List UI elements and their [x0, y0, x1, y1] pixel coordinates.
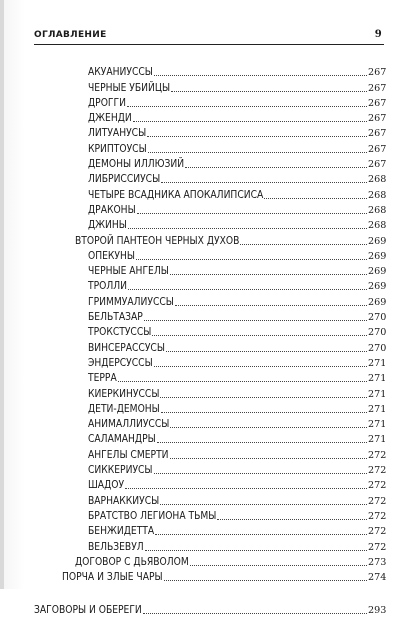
dot-leader — [145, 549, 367, 551]
dot-leader — [147, 135, 367, 137]
dot-leader — [155, 533, 367, 535]
toc-entry[interactable] — [0, 202, 410, 217]
toc-entry[interactable] — [0, 431, 410, 446]
toc-entry-page: 267 — [368, 113, 387, 125]
toc-entry-label: САЛАМАНДРЫ — [88, 434, 156, 446]
toc-entry-label: ВИНСЕРАССУСЫ — [88, 342, 165, 354]
dot-leader — [170, 457, 367, 459]
dot-leader — [136, 258, 367, 260]
toc-entry[interactable] — [0, 569, 410, 584]
dot-leader — [160, 396, 367, 398]
toc-entry-page: 268 — [368, 189, 387, 201]
toc-entry-page: 269 — [368, 266, 387, 278]
toc-entry-page: 270 — [368, 327, 387, 339]
toc-entry-label: ПОРЧА И ЗЛЫЕ ЧАРЫ — [62, 572, 163, 584]
toc-entry-label: ДЖЕНДИ — [88, 113, 132, 125]
toc-entry[interactable] — [0, 64, 410, 79]
toc-entry-label: ДЖИНЫ — [88, 220, 127, 232]
toc-entry-label: ВАРНАККИУСЫ — [88, 495, 160, 507]
dot-leader — [170, 273, 367, 275]
toc-entry-label: ВЕЛЬЗЕВУЛ — [88, 541, 144, 553]
toc-entry[interactable] — [0, 602, 410, 617]
toc-entry-page: 267 — [368, 82, 387, 94]
toc-entry[interactable] — [0, 171, 410, 186]
toc-entry[interactable] — [0, 95, 410, 110]
toc-entry-label: КИЕРКИНУССЫ — [88, 388, 160, 400]
dot-leader — [185, 166, 367, 168]
dot-leader — [154, 472, 367, 474]
toc-entry-page: 267 — [368, 159, 387, 171]
toc-entry-page: 273 — [368, 556, 387, 568]
dot-leader — [144, 319, 367, 321]
toc-entry-page: 271 — [368, 434, 387, 446]
toc-entry-label: КРИПТОУСЫ — [88, 143, 147, 155]
toc-entry[interactable] — [0, 462, 410, 477]
dot-leader — [148, 151, 367, 153]
toc-entry-label: АНГЕЛЫ СМЕРТИ — [88, 449, 169, 461]
page-title: ОГЛАВЛЕНИЕ — [34, 30, 107, 40]
toc-entry-label: ЛИБРИССИУСЫ — [88, 174, 161, 186]
toc-entry[interactable] — [0, 538, 410, 553]
toc-entry-page: 272 — [368, 449, 387, 461]
toc-entry[interactable] — [0, 125, 410, 140]
dot-leader — [128, 227, 367, 229]
toc-entry-page: 268 — [368, 204, 387, 216]
toc-entry[interactable] — [0, 492, 410, 507]
dot-leader — [171, 90, 367, 92]
toc-entry[interactable] — [0, 309, 410, 324]
toc-entry[interactable] — [0, 293, 410, 308]
toc-entry[interactable] — [0, 355, 410, 370]
dot-leader — [154, 74, 367, 76]
dot-leader — [127, 105, 367, 107]
toc-entry-page: 272 — [368, 465, 387, 477]
toc-entry[interactable] — [0, 401, 410, 416]
toc-entry-page: 272 — [368, 541, 387, 553]
page-header — [34, 28, 384, 45]
toc-entry-page: 271 — [368, 403, 387, 415]
toc-entry[interactable] — [0, 278, 410, 293]
toc-entry-label: ГРИММУАЛИУССЫ — [88, 296, 174, 308]
dot-leader — [161, 411, 367, 413]
toc-entry-label: БЕЛЬТАЗАР — [88, 312, 143, 324]
toc-entry[interactable] — [0, 186, 410, 201]
page-number: 9 — [374, 29, 382, 40]
toc-entry[interactable] — [0, 79, 410, 94]
toc-entry-label: ДЕТИ-ДЕМОНЫ — [88, 403, 160, 415]
toc-entry[interactable] — [0, 385, 410, 400]
toc-entry-page: 267 — [368, 128, 387, 140]
dot-leader — [190, 564, 367, 566]
toc-entry-label: ТРОЛЛИ — [88, 281, 127, 293]
toc-entry[interactable] — [0, 370, 410, 385]
toc-entry[interactable] — [0, 217, 410, 232]
toc-entry-label: БРАТСТВО ЛЕГИОНА ТЬМЫ — [88, 510, 217, 522]
toc-entry-label: БЕНЖИДЕТТА — [88, 526, 155, 538]
toc-entry-page: 271 — [368, 388, 387, 400]
toc-entry-label: ЭНДЕРСУССЫ — [88, 357, 153, 369]
toc-entry[interactable] — [0, 140, 410, 155]
toc-entry-page: 272 — [368, 526, 387, 538]
toc-entry-label: ДРОГГИ — [88, 97, 126, 109]
toc-entry-page: 269 — [368, 250, 387, 262]
toc-entry-label: ТРОКСТУССЫ — [88, 327, 152, 339]
toc-entry[interactable] — [0, 339, 410, 354]
toc-entry-page: 267 — [368, 67, 387, 79]
toc-entry[interactable] — [0, 156, 410, 171]
toc-entry-label: АНИМАЛЛИУССЫ — [88, 419, 170, 431]
toc-entry-label: ДЕМОНЫ ИЛЛЮЗИЙ — [88, 159, 185, 171]
dot-leader — [152, 334, 367, 336]
toc-entry-label: ТЕРРА — [88, 373, 117, 385]
dot-leader — [160, 503, 367, 505]
dot-leader — [143, 612, 367, 614]
toc-entry[interactable] — [0, 416, 410, 431]
toc-entry[interactable] — [0, 263, 410, 278]
toc-entry-page: 269 — [368, 235, 387, 247]
toc-entry-page: 274 — [368, 572, 387, 584]
dot-leader — [137, 212, 367, 214]
toc-entry-page: 272 — [368, 495, 387, 507]
dot-leader — [125, 487, 367, 489]
toc-entry-page: 271 — [368, 373, 387, 385]
toc-entry[interactable] — [0, 232, 410, 247]
toc-entry[interactable] — [0, 446, 410, 461]
toc-entry-page: 293 — [368, 605, 387, 617]
dot-leader — [157, 441, 367, 443]
dot-leader — [264, 197, 367, 199]
toc-entry-page: 272 — [368, 480, 387, 492]
dot-leader — [128, 288, 367, 290]
toc-entry-label: ЧЕРНЫЕ УБИЙЦЫ — [88, 82, 171, 94]
table-of-contents — [0, 64, 410, 617]
dot-leader — [118, 380, 367, 382]
toc-entry-label: ДОГОВОР С ДЬЯВОЛОМ — [75, 556, 189, 568]
dot-leader — [154, 365, 367, 367]
dot-leader — [166, 350, 367, 352]
toc-entry-label: ОПЕКУНЫ — [88, 250, 135, 262]
toc-entry-label: ДРАКОНЫ — [88, 204, 136, 216]
toc-entry-page: 269 — [368, 281, 387, 293]
dot-leader — [240, 243, 367, 245]
toc-entry-page: 270 — [368, 342, 387, 354]
toc-entry-label: ЧЕРНЫЕ АНГЕЛЫ — [88, 266, 169, 278]
dot-leader — [133, 120, 367, 122]
toc-entry-page: 268 — [368, 174, 387, 186]
toc-entry-label: СИККЕРИУСЫ — [88, 465, 153, 477]
toc-entry[interactable] — [0, 324, 410, 339]
toc-entry-label: ШАДОУ — [88, 480, 125, 492]
toc-entry-page: 267 — [368, 97, 387, 109]
toc-entry[interactable] — [0, 248, 410, 263]
toc-entry-label: АКУАНИУССЫ — [88, 67, 153, 79]
section-gap — [0, 584, 410, 602]
toc-entry-label: ЛИТУАНУСЫ — [88, 128, 147, 140]
toc-entry[interactable] — [0, 110, 410, 125]
toc-entry-page: 267 — [368, 143, 387, 155]
toc-entry[interactable] — [0, 554, 410, 569]
toc-entry-page: 270 — [368, 312, 387, 324]
dot-leader — [175, 304, 367, 306]
toc-entry-label: ЧЕТЫРЕ ВСАДНИКА АПОКАЛИПСИСА — [88, 189, 264, 201]
toc-entry[interactable] — [0, 477, 410, 492]
toc-entry[interactable] — [0, 508, 410, 523]
dot-leader — [217, 518, 367, 520]
toc-entry-page: 271 — [368, 419, 387, 431]
toc-entry-page: 268 — [368, 220, 387, 232]
toc-entry-label: ВТОРОЙ ПАНТЕОН ЧЕРНЫХ ДУХОВ — [75, 235, 240, 247]
toc-entry-page: 269 — [368, 296, 387, 308]
toc-entry-page: 272 — [368, 510, 387, 522]
toc-entry-label: ЗАГОВОРЫ И ОБЕРЕГИ — [34, 605, 142, 617]
dot-leader — [164, 579, 367, 581]
toc-entry-page: 271 — [368, 357, 387, 369]
dot-leader — [161, 181, 367, 183]
dot-leader — [170, 426, 367, 428]
toc-entry[interactable] — [0, 523, 410, 538]
